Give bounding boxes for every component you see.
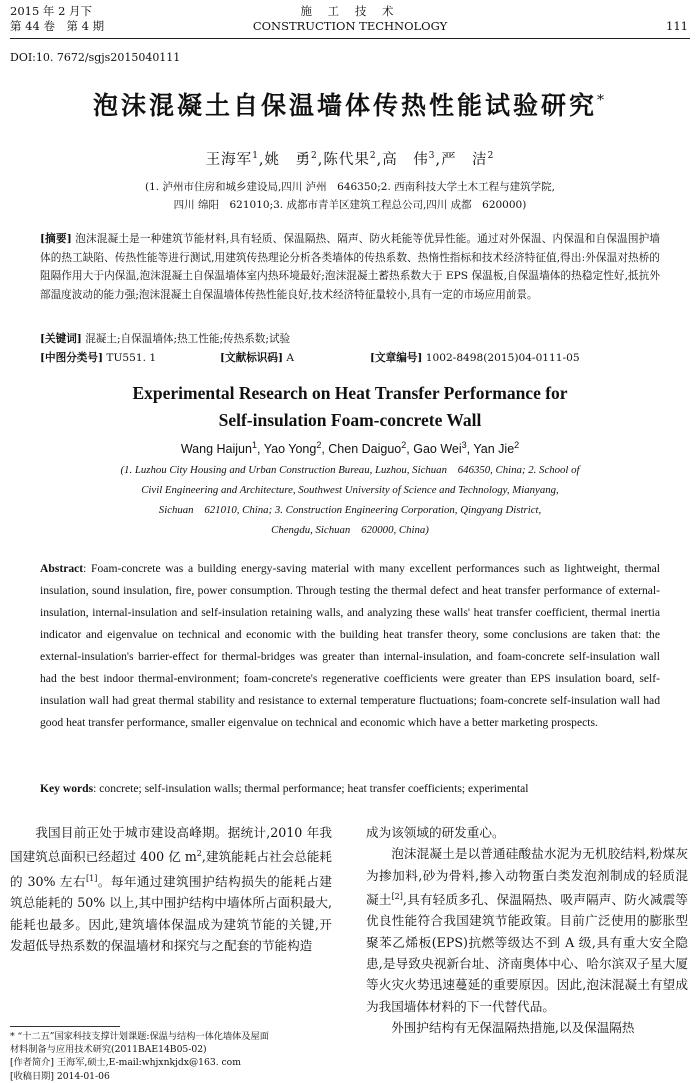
body-paragraph: 我国目前正处于城市建设高峰期。据统计,2010 年我国建筑总面积已经超过 400 亿 $m^2$,建筑能耗占社会总能耗的 30% 左右[1]。每年通过建筑围护结构损失的能耗占建筑总能耗的 50% 以上,其中围护结构中墙体所占面积最大,能耗也最多。因此,建筑墙体保温成为建筑节能的关键,开发超低导热系数的保温墙材和探究与之配套的节能构造 [10, 825, 333, 953]
author-cn: 高 伟$^3$ [382, 151, 436, 168]
abstract-cn-text: 泡沫混凝土是一种建筑节能材料,具有轻质、保温隔热、隔声、防火耗能等优异性能。通过对外保温、内保温和自保温围护墙体的热工缺陷、传热性能等进行测试,用建筑传热理论分析各类墙体的传热系数、热惰性指标和技术经济特征值,得出:外保温对热桥的阻隔作用大于内保温,泡沫混凝土自保温墙体室内热环境最好;泡沫混凝土蓄热系数大于 EPS 保温板,自保温墙体的热稳定性好,抵抗外部温度波动的能力强;泡沫混凝土自保温墙体传热性能良好,技术经济特征量较小,具有一定的市场应用前景。 [40, 233, 660, 301]
journal-name-cn: 施 工 技 术 [300, 4, 400, 18]
abstract-en-label: Abstract [40, 562, 84, 575]
body-paragraph: 成为该领域的研发重心。 [366, 825, 505, 840]
body-paragraph: 外围护结构有无保温隔热措施,以及保温隔热 [391, 1019, 635, 1035]
author-en: Yao Yong$^2$ [263, 440, 322, 457]
volume-issue: 第 44 卷 第 4 期 [10, 19, 105, 33]
footnote-rule [10, 1026, 120, 1027]
title-cn-footnote-mark: * [597, 92, 607, 109]
affiliation-line: Civil Engineering and Architecture, Southwest University of Science and Technology, Mianyang, [141, 484, 559, 496]
keywords-cn-label: [关键词] [40, 333, 82, 345]
author-cn: 严 洁$^2$ [441, 151, 495, 168]
author-cn: 姚 勇$^2$ [264, 151, 318, 168]
page-number: 111 [666, 19, 688, 33]
article-number: [文章编号] 1002-8498(2015)04-0111-05 [370, 352, 580, 364]
keywords-cn [40, 331, 290, 346]
title-cn-text: 泡沫混凝土自保温墙体传热性能试验研究 [92, 91, 597, 120]
header-rule [10, 38, 690, 39]
author-en: Gao Wei$^3$ [413, 440, 467, 457]
journal-name-en: CONSTRUCTION TECHNOLOGY [252, 19, 448, 33]
keywords-en-text: : concrete; self-insulation walls; thermal performance; heat transfer coefficients; experimental [93, 782, 529, 795]
citation: [1] [86, 873, 98, 883]
fund-note-cont: 材料制备与应用技术研究(2011BAE14B05-02) [10, 1044, 207, 1056]
running-header-center [220, 4, 480, 34]
issue-date: 2015 年 2 月下 [10, 4, 93, 18]
title-en [20, 380, 680, 434]
clc-number: [中图分类号] TU551. 1 [40, 352, 157, 364]
fund-note: * “十二五”国家科技支撑计划课题:保温与结构一体化墙体及屋面 [10, 1031, 269, 1042]
title-cn [20, 86, 680, 122]
citation: [2] [391, 891, 403, 901]
abstract-cn [40, 230, 660, 304]
author-bio: [作者简介] 王海军,硕士,E-mail:whjxnkjdx@163. com [10, 1057, 241, 1069]
affiliation-line: (1. Luzhou City Housing and Urban Construction Bureau, Luzhou, Sichuan 646350, China; 2. School of [120, 464, 580, 476]
affiliation-line: (1. 泸州市住房和城乡建设局,四川 泸州 646350;2. 西南科技大学土木工程与建筑学院, [145, 181, 555, 193]
affiliation-line: Sichuan 621010, China; 3. Construction Engineering Corporation, Qingyang District, [158, 504, 542, 516]
keywords-en [40, 778, 660, 800]
affiliations-cn [30, 178, 670, 214]
running-header-left [10, 4, 104, 34]
title-en-line: Self-insulation Foam-concrete Wall [218, 410, 482, 430]
abstract-en-text: : Foam-concrete was a building energy-saving material with many excellent performances such as lightweight, thermal insulation, sound insulation, fire, power consumption. Through testing the thermal defect and heat transfer performance of external-insulation, internal-insulation and self-insulation retaining walls, and analyzing these walls' heat transfer coefficient, thermal inertia indicator and eigenvalue on technical and economic with the building heat transfer theory, some conclusions are taken that: the external-insulation's barrier-effect for thermal-bridges was greater than internal-insulation, and foam-concrete self-insulation wall had the best indoor thermal-environment; foam-concrete's regenerative coefficients were greater than EPS insulation board, self-insulation wall had great thermal stability and resistance to external temperature fluctuations; foam-concrete self-insulation wall had good heat transfer performance, smaller eigenvalue on technical and economic which have a better marketing prospects. [40, 562, 660, 729]
affiliations-en [40, 460, 660, 540]
document-code: [文献标识码] A [220, 352, 295, 364]
body-column-right [366, 822, 688, 1038]
abstract-en [40, 558, 660, 734]
body-column-left [10, 822, 332, 956]
received-date: [收稿日期] 2014-01-06 [10, 1070, 110, 1082]
keywords-cn-text: 混凝土;自保温墙体;热工性能;传热系数;试验 [85, 333, 291, 345]
authors-cn: 王海军$^1$,姚 勇$^2$,陈代果$^2$,高 伟$^3$,严 洁$^2$ [205, 151, 495, 168]
footnotes [10, 1030, 340, 1083]
classification-line [40, 350, 660, 365]
title-en-line: Experimental Research on Heat Transfer Performance for [132, 383, 568, 403]
authors-en: Wang Haijun$^1$, Yao Yong$^2$, Chen Daiguo$^2$, Gao Wei$^3$, Yan Jie$^2$ [180, 440, 520, 457]
affiliation-line: 四川 绵阳 621010;3. 成都市青羊区建筑工程总公司,四川 成都 620000) [173, 199, 527, 211]
keywords-en-label: Key words [40, 782, 94, 795]
author-en: Yan Jie$^2$ [473, 440, 520, 457]
doi: DOI:10. 7672/sgjs2015040111 [10, 51, 181, 64]
author-cn: 陈代果$^2$ [323, 151, 377, 168]
author-cn: 王海军$^1$ [205, 151, 259, 168]
affiliation-line: Chengdu, Sichuan 620000, China) [271, 524, 429, 536]
body-paragraph: 泡沫混凝土是以普通硅酸盐水泥为无机胶结料,粉煤灰为掺加料,砂为骨料,掺入动物蛋白类发泡剂制成的轻质混凝土[2],具有轻质多孔、保温隔热、吸声隔声、防火减震等优良性能符合我国建筑节能政策。目前广泛使用的膨胀型聚苯乙烯板(EPS)抗燃等级达不到 A 级,具有重大安全隐患,是导致央视新台址、济南奥体中心、哈尔滨双子星大厦等火灾火势迅速蔓延的重要原因。因此,泡沫混凝土有望成为我国墙体材料的下一代替代品。 [366, 846, 688, 1014]
author-en: Chen Daiguo$^2$ [328, 440, 407, 457]
abstract-cn-label: [摘要] [40, 233, 72, 245]
author-en: Wang Haijun$^1$ [180, 440, 257, 457]
